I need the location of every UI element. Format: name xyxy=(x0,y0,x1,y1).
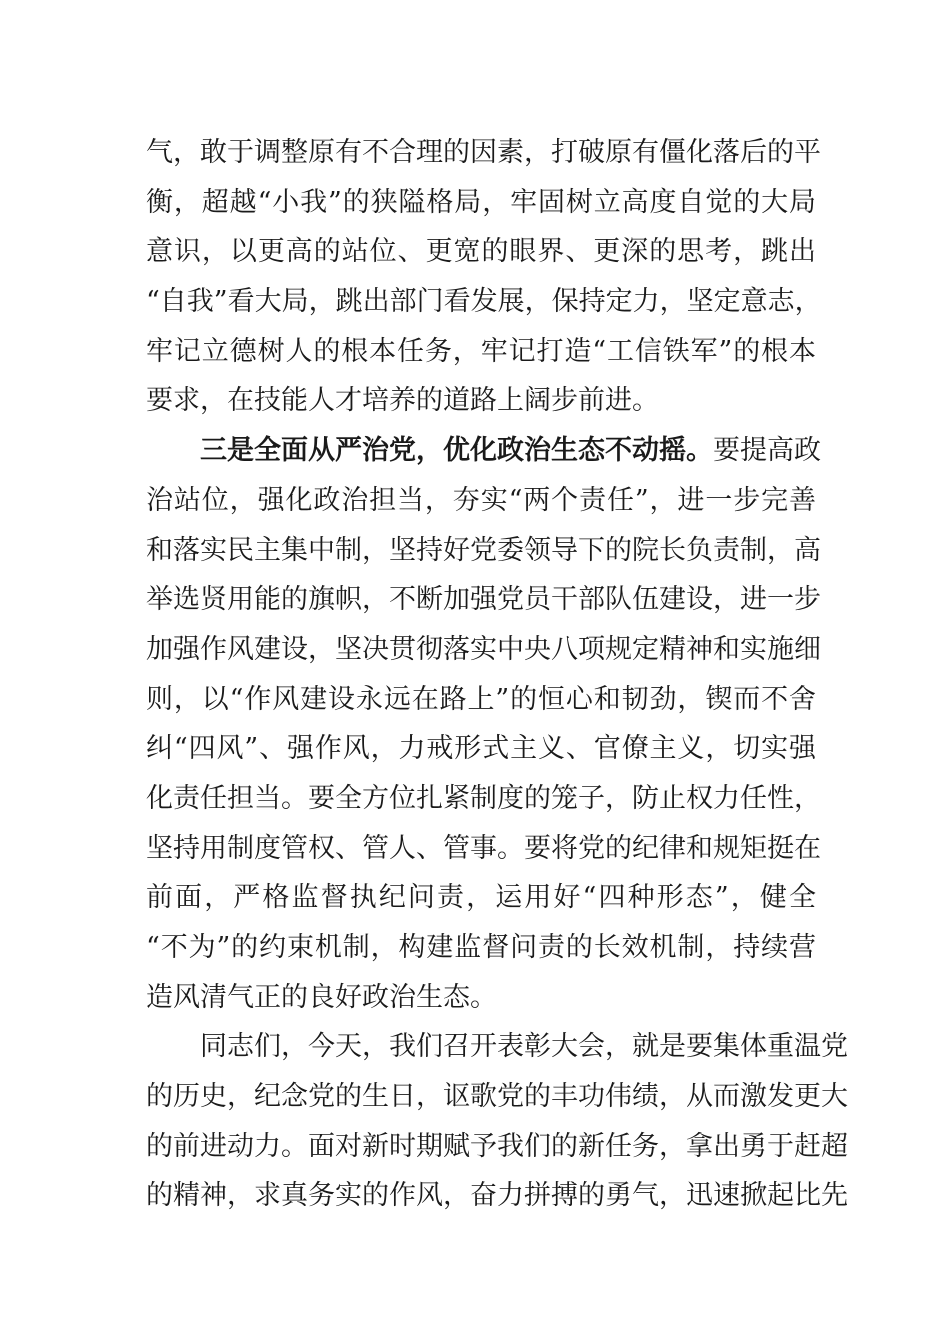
document-body xyxy=(146,128,848,1221)
text-line: 气，敢于调整原有不合理的因素，打破原有僵化落后的平 xyxy=(146,137,821,168)
text-line: 的前进动力。面对新时期赋予我们的新任务，拿出勇于赶超 xyxy=(146,1130,848,1162)
text-line: 坚持用制度管权、管人、管事。要将党的纪律和规矩挺在 xyxy=(146,832,821,864)
text-line: 的精神，求真务实的作风，奋力拼搏的勇气，迅速掀起比先 xyxy=(146,1180,848,1212)
text-line: 造风清气正的良好政治生态。 xyxy=(146,981,497,1013)
text-line: 和落实民主集中制，坚持好党委领导下的院长负责制，高 xyxy=(146,534,821,566)
paragraph-first-line: 同志们，今天，我们召开表彰大会，就是要集体重温党 xyxy=(200,1031,848,1063)
text-line: 则，以“作风建设永远在路上”的恒心和韧劲，锲而不舍 xyxy=(146,683,816,715)
text-line: 的历史，纪念党的生日，讴歌党的丰功伟绩，从而激发更大 xyxy=(146,1081,848,1113)
section-heading: 三是全面从严治党，优化政治生态不动摇。 xyxy=(200,435,713,467)
text-line: 牢记立德树人的根本任务，牢记打造“工信铁军”的根本 xyxy=(146,335,816,367)
text-line: 要求，在技能人才培养的道路上阔步前进。 xyxy=(146,385,659,417)
text-line: “自我”看大局，跳出部门看发展，保持定力，坚定意志， xyxy=(146,286,822,318)
text-line: 纠“四风”、强作风，力戒形式主义、官僚主义，切实强 xyxy=(146,733,816,765)
paragraph-first-line xyxy=(146,426,821,476)
text-line: 前面，严格监督执纪问责，运用好“四种形态”，健全 xyxy=(146,882,816,914)
text-line: “不为”的约束机制，构建监督问责的长效机制，持续营 xyxy=(146,932,816,963)
text-line: 化责任担当。要全方位扎紧制度的笼子，防止权力任性， xyxy=(146,782,821,814)
text-line: 治站位，强化政治担当，夯实“两个责任”，进一步完善 xyxy=(146,484,816,516)
text-line: 衡，超越“小我”的狭隘格局，牢固树立高度自觉的大局 xyxy=(146,186,816,218)
text-line: 举选贤用能的旗帜，不断加强党员干部队伍建设，进一步 xyxy=(146,584,821,616)
text-line: 加强作风建设，坚决贯彻落实中央八项规定精神和实施细 xyxy=(146,633,821,665)
text-line: 意识，以更高的站位、更宽的眼界、更深的思考，跳出 xyxy=(146,236,816,268)
text-run: 要提高政 xyxy=(713,435,821,467)
